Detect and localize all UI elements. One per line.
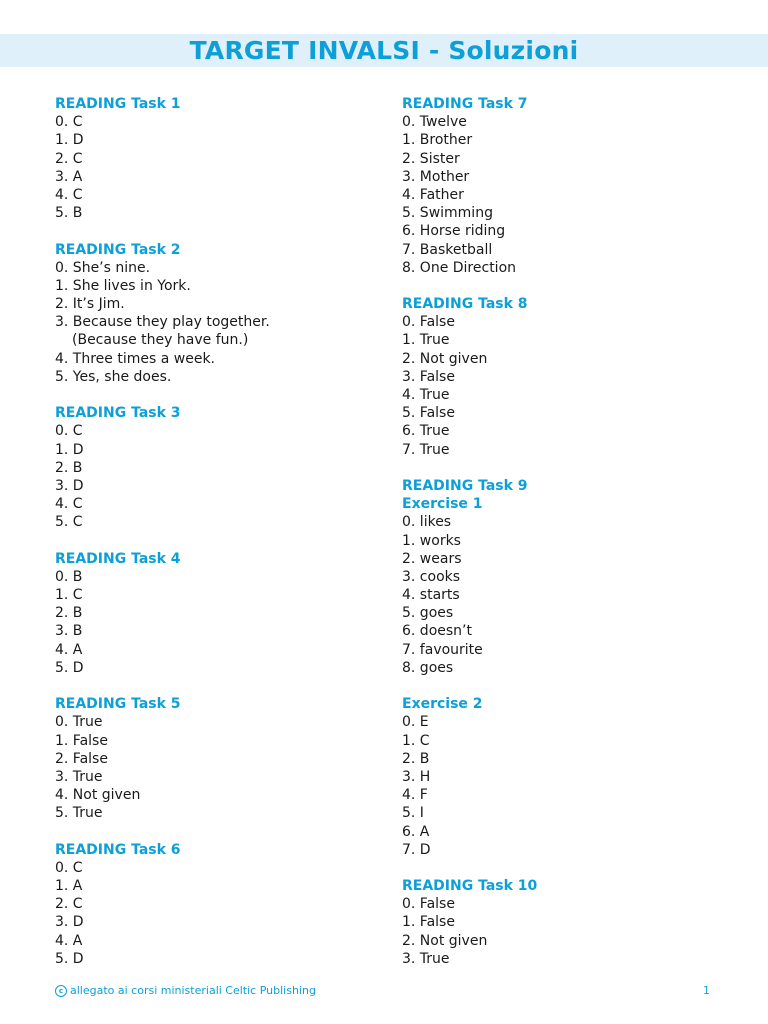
answer-line: 1. Brother bbox=[402, 132, 473, 149]
right-column bbox=[402, 95, 722, 986]
footer bbox=[55, 984, 316, 997]
answer-line: 0. C bbox=[55, 423, 83, 440]
answer-line: 5. goes bbox=[402, 605, 454, 622]
answer-line: 7. True bbox=[402, 441, 450, 458]
left-column bbox=[55, 95, 375, 986]
answer-line: 5. False bbox=[402, 405, 455, 422]
title-bar bbox=[0, 34, 768, 67]
answer-line: 1. A bbox=[55, 878, 83, 895]
answer-line: 2. It’s Jim. bbox=[55, 296, 125, 313]
answer-line: 6. A bbox=[402, 823, 430, 840]
section-heading: READING Task 3 bbox=[55, 405, 181, 422]
answer-line: 3. True bbox=[55, 768, 103, 785]
answer-line: 0. likes bbox=[402, 514, 452, 531]
section-heading: READING Task 1 bbox=[55, 96, 181, 112]
section-heading: READING Task 10 bbox=[402, 878, 538, 895]
answer-line: 3. Because they play together. bbox=[55, 314, 270, 331]
section-heading: Exercise 2 bbox=[402, 696, 483, 713]
answer-section bbox=[55, 241, 375, 387]
answer-line: 2. Not given bbox=[402, 350, 488, 367]
page-title: TARGET INVALSI - Soluzioni bbox=[189, 36, 579, 65]
answer-line: 4. Not given bbox=[55, 787, 141, 804]
answer-line: 3. True bbox=[402, 950, 450, 967]
answer-line: 3. B bbox=[55, 623, 83, 640]
answer-line: 2. wears bbox=[402, 550, 462, 567]
answer-line: 0. Twelve bbox=[402, 114, 467, 131]
answer-line: 1. D bbox=[55, 441, 84, 458]
answer-section bbox=[55, 404, 375, 531]
answer-line: 4. A bbox=[55, 932, 83, 949]
answer-line: 2. C bbox=[55, 150, 83, 167]
answer-line: 4. starts bbox=[402, 587, 460, 604]
section-heading: READING Task 2 bbox=[55, 241, 181, 258]
answer-line: 3. cooks bbox=[402, 568, 461, 585]
answer-line: 3. D bbox=[55, 914, 84, 931]
answer-line: 7. favourite bbox=[402, 641, 483, 658]
answer-line: 2. False bbox=[55, 750, 108, 767]
answer-line: 6. Horse riding bbox=[402, 223, 506, 240]
answer-line: 0. C bbox=[55, 859, 83, 876]
answer-line: 6. doesn’t bbox=[402, 623, 472, 640]
answer-line: 4. Three times a week. bbox=[55, 350, 215, 367]
answer-section bbox=[402, 95, 722, 277]
answer-line: 0. False bbox=[402, 896, 455, 913]
answer-line: 4. C bbox=[55, 186, 83, 203]
page-number: 1 bbox=[703, 984, 710, 997]
answer-line: 2. Sister bbox=[402, 150, 460, 167]
answer-line: 0. B bbox=[55, 568, 83, 585]
answer-line: 3. D bbox=[55, 477, 84, 494]
answer-line: 5. I bbox=[402, 805, 424, 822]
answer-line: 2. C bbox=[55, 896, 83, 913]
answer-line: 4. C bbox=[55, 496, 83, 513]
answer-line: 7. D bbox=[402, 841, 431, 858]
answer-line-continuation: (Because they have fun.) bbox=[72, 332, 249, 349]
section-subheading: Exercise 1 bbox=[402, 496, 483, 513]
answer-section bbox=[55, 95, 375, 222]
answer-line: 8. One Direction bbox=[402, 259, 517, 276]
section-heading: READING Task 8 bbox=[402, 296, 528, 313]
answer-line: 5. C bbox=[55, 514, 83, 531]
answer-line: 5. Yes, she does. bbox=[55, 368, 172, 385]
answer-line: 0. C bbox=[55, 114, 83, 131]
answer-line: 2. B bbox=[55, 459, 83, 476]
answer-line: 4. True bbox=[402, 387, 450, 403]
answer-line: 7. Basketball bbox=[402, 241, 493, 258]
section-heading: READING Task 4 bbox=[55, 550, 181, 567]
section-heading: READING Task 5 bbox=[55, 696, 181, 713]
answer-line: 5. D bbox=[55, 950, 84, 967]
answer-line: 4. Father bbox=[402, 186, 464, 203]
answer-line: 3. H bbox=[402, 768, 431, 785]
answer-line: 1. works bbox=[402, 532, 461, 549]
section-heading: READING Task 6 bbox=[55, 841, 181, 858]
answer-line: 1. C bbox=[55, 587, 83, 604]
answer-line: 1. False bbox=[402, 914, 455, 931]
answer-line: 0. E bbox=[402, 714, 429, 731]
answer-section bbox=[55, 550, 375, 677]
answer-line: 0. She’s nine. bbox=[55, 259, 151, 276]
answer-section bbox=[402, 295, 722, 459]
section-heading: READING Task 9 bbox=[402, 477, 528, 494]
answer-line: 0. False bbox=[402, 314, 455, 331]
answer-line: 1. C bbox=[402, 732, 430, 749]
answer-line: 3. False bbox=[402, 368, 455, 385]
answer-section bbox=[55, 695, 375, 822]
footer-text: allegato ai corsi ministeriali Celtic Publishing bbox=[70, 984, 316, 997]
answer-line: 8. goes bbox=[402, 659, 454, 676]
answer-line: 1. True bbox=[402, 332, 450, 349]
answer-line: 5. B bbox=[55, 205, 83, 222]
answer-section bbox=[55, 841, 375, 968]
answer-line: 5. Swimming bbox=[402, 205, 493, 222]
answer-section bbox=[402, 877, 722, 968]
answer-line: 2. Not given bbox=[402, 932, 488, 949]
answer-line: 2. B bbox=[402, 750, 430, 767]
answer-line: 3. A bbox=[55, 168, 83, 185]
answer-line: 6. True bbox=[402, 423, 450, 440]
answer-line: 4. F bbox=[402, 787, 428, 804]
answer-line: 0. True bbox=[55, 714, 103, 731]
answer-line: 5. True bbox=[55, 805, 103, 822]
answer-line: 1. She lives in York. bbox=[55, 277, 191, 294]
answer-section bbox=[402, 477, 722, 677]
section-heading: READING Task 7 bbox=[402, 96, 528, 112]
answer-line: 4. A bbox=[55, 641, 83, 658]
answer-line: 1. False bbox=[55, 732, 108, 749]
answer-line: 2. B bbox=[55, 605, 83, 622]
answer-line: 5. D bbox=[55, 659, 84, 676]
copyright-icon: c bbox=[55, 985, 67, 997]
answer-line: 1. D bbox=[55, 132, 84, 149]
answer-section bbox=[402, 695, 722, 859]
answer-line: 3. Mother bbox=[402, 168, 470, 185]
